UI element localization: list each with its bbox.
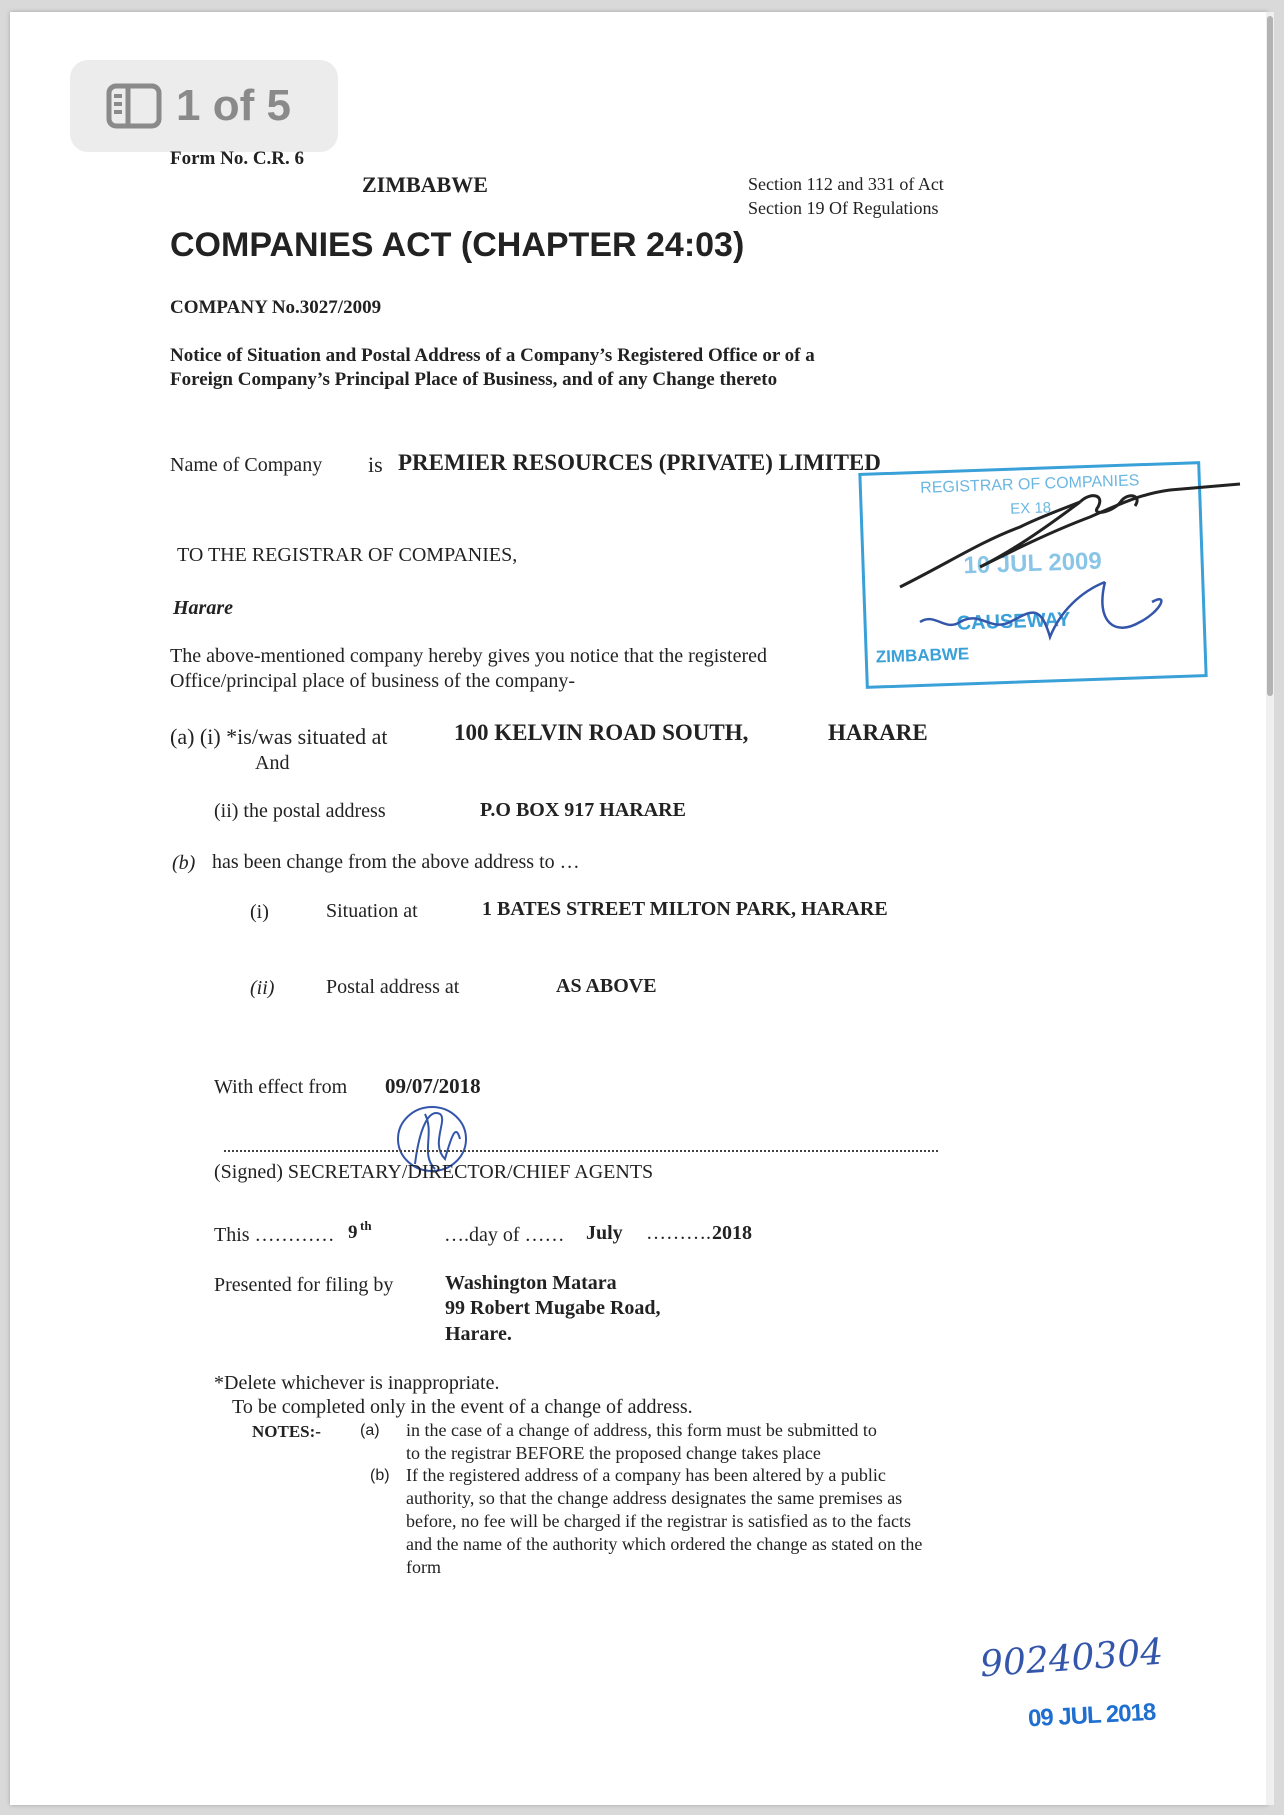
presenter-name: Washington Matara xyxy=(445,1272,617,1294)
date-year-dots: ………. xyxy=(646,1222,711,1244)
act-title: COMPANIES ACT (CHAPTER 24:03) xyxy=(170,226,745,264)
registrar-address-line: TO THE REGISTRAR OF COMPANIES, xyxy=(177,544,518,566)
note-a-line-1: in the case of a change of address, this form must be submitted to xyxy=(406,1420,877,1440)
complete-note: To be completed only in the event of a change of address. xyxy=(232,1396,693,1418)
notice-body-line-1: The above-mentioned company hereby gives you notice that the registered xyxy=(170,645,768,667)
item-b-ii-label: (ii) xyxy=(250,977,275,999)
stamp-country: ZIMBABWE xyxy=(875,644,970,667)
section-reference-2: Section 19 Of Regulations xyxy=(748,198,939,218)
city-line: Harare xyxy=(173,597,233,619)
country-heading: ZIMBABWE xyxy=(362,172,488,197)
company-name-label: Name of Company xyxy=(170,454,323,476)
item-b-label: (b) xyxy=(172,852,196,874)
item-a-i-address: 100 KELVIN ROAD SOUTH, xyxy=(454,720,749,745)
effect-label: With effect from xyxy=(214,1076,348,1098)
date-day-suffix: th xyxy=(360,1218,372,1233)
note-b-line-2: authority, so that the change address designates the same premises as xyxy=(406,1488,903,1508)
handwritten-reference-number: 90240304 xyxy=(978,1631,1165,1686)
item-a-i-city: HARARE xyxy=(828,720,928,745)
scrollbar[interactable] xyxy=(1266,12,1274,1805)
note-b-line-5: form xyxy=(406,1557,441,1577)
presented-label: Presented for filing by xyxy=(214,1274,394,1296)
page-indicator[interactable] xyxy=(70,60,338,152)
company-name-is: is xyxy=(368,452,383,477)
date-day-of: ….day of …… xyxy=(444,1224,565,1246)
note-b-line-3: before, no fee will be charged if the registrar is satisfied as to the facts xyxy=(406,1511,911,1531)
stamp-causeway: CAUSEWAY xyxy=(956,608,1071,635)
note-a-line-2: to the registrar BEFORE the proposed change takes place xyxy=(406,1443,821,1463)
notice-title-line-2: Foreign Company’s Principal Place of Business, and of any Change thereto xyxy=(170,369,778,390)
signed-line: (Signed) SECRETARY/DIRECTOR/CHIEF AGENTS xyxy=(214,1161,654,1183)
item-a-i-label: (a) (i) *is/was situated at xyxy=(170,724,388,749)
section-reference-1: Section 112 and 331 of Act xyxy=(748,174,944,194)
stamp-line-1: REGISTRAR OF COMPANIES xyxy=(919,472,1140,497)
item-b-i-label: (i) xyxy=(250,901,269,923)
date-day: 9 xyxy=(348,1222,358,1243)
item-b-ii-text: Postal address at xyxy=(326,976,460,998)
stamp-line-2: EX 18 xyxy=(1009,499,1052,518)
item-b-i-value: 1 BATES STREET MILTON PARK, HARARE xyxy=(482,898,888,920)
notice-body-line-2: Office/principal place of business of the company- xyxy=(170,670,576,692)
signature-line xyxy=(224,1142,938,1152)
filing-date-stamp: 09 JUL 2018 xyxy=(1027,1698,1156,1733)
notice-title-line-1: Notice of Situation and Postal Address of a Company’s Registered Office or of a xyxy=(170,345,815,366)
item-b-text: has been change from the above address to … xyxy=(212,851,580,873)
stamp-date: 10 JUL 2009 xyxy=(962,547,1103,580)
note-a-label: (a) xyxy=(360,1422,380,1439)
item-b-i-text: Situation at xyxy=(326,900,418,922)
effect-date: 09/07/2018 xyxy=(385,1074,481,1098)
company-number: COMPANY No.3027/2009 xyxy=(170,297,382,318)
item-a-ii-value: P.O BOX 917 HARARE xyxy=(480,799,686,821)
note-b-line-1: If the registered address of a company has been altered by a public xyxy=(406,1465,886,1485)
document-page xyxy=(10,12,1268,1805)
presenter-address-1: 99 Robert Mugabe Road, xyxy=(445,1297,661,1319)
and-label: And xyxy=(255,752,290,774)
sidebar-icon xyxy=(106,83,162,129)
company-name-value: PREMIER RESOURCES (PRIVATE) LIMITED xyxy=(398,450,881,475)
form-number: Form No. C.R. 6 xyxy=(170,148,305,169)
date-this-label: This ………… xyxy=(214,1224,335,1246)
presenter-address-2: Harare. xyxy=(445,1323,512,1345)
note-b-line-4: and the name of the authority which ordered the change as stated on the xyxy=(406,1534,923,1554)
scrollbar-thumb[interactable] xyxy=(1267,16,1273,696)
date-month: July xyxy=(586,1222,623,1244)
notes-label: NOTES:- xyxy=(252,1422,321,1441)
item-a-ii-label: (ii) the postal address xyxy=(214,800,386,822)
item-b-ii-value: AS ABOVE xyxy=(556,975,657,997)
date-year: 2018 xyxy=(712,1222,752,1244)
delete-note: *Delete whichever is inappropriate. xyxy=(214,1372,500,1394)
page-indicator-label: 1 of 5 xyxy=(176,81,291,130)
director-signature xyxy=(890,472,1250,662)
note-b-label: (b) xyxy=(370,1467,390,1484)
